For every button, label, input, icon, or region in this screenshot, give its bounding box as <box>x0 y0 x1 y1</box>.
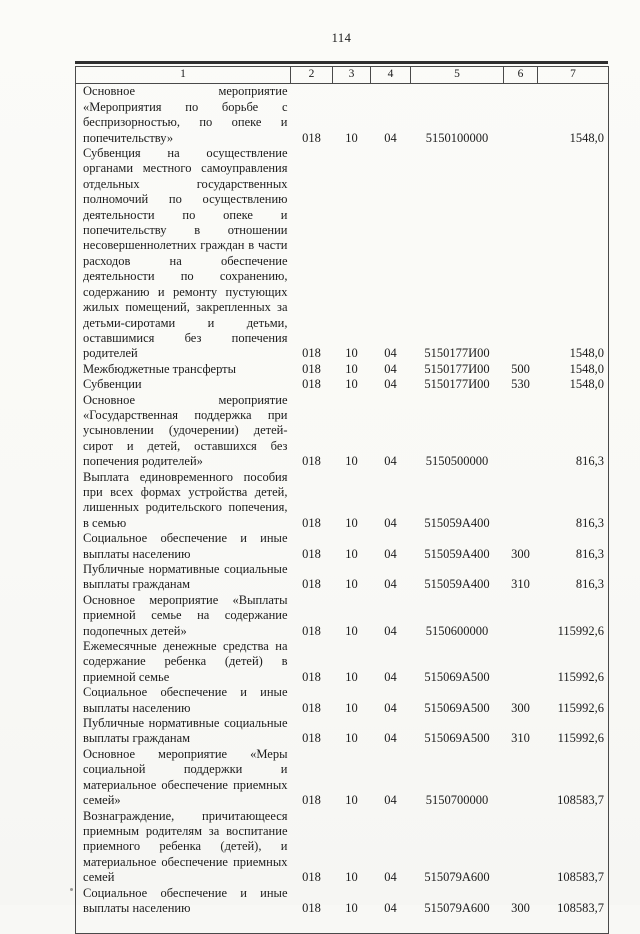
row-code-cell <box>504 146 538 362</box>
row-code-cell: 310 <box>511 577 530 592</box>
row-title-cell: Основное мероприятие «Меры социальной поддержки и материальное обеспечение приемных семей» <box>83 746 288 808</box>
row-code-cell: 515069А500 <box>424 731 490 746</box>
row-code-cell: 018 <box>302 454 321 469</box>
row-code-cell: 5150700000 <box>425 793 489 808</box>
column-header: 4 <box>371 67 411 84</box>
row-amount-cell: 115992,6 <box>557 700 604 715</box>
row-title-cell: Социальное обеспечение и иные выплаты населению <box>83 531 288 561</box>
row-code-cell: 10 <box>345 793 358 808</box>
row-code-cell <box>504 809 538 886</box>
row-title-cell: Вознаграждение, причитающееся приемным родителям за воспитание приемного ребенка (детей), и материальное обеспечение приемных семей <box>83 808 288 885</box>
row-code-cell: 10 <box>345 377 358 392</box>
row-code-cell: 530 <box>511 377 530 392</box>
row-code-cell: 018 <box>302 870 321 885</box>
row-code-cell: 10 <box>345 130 358 145</box>
row-code-cell: 515059А400 <box>424 577 490 592</box>
row-code-cell: 018 <box>302 793 321 808</box>
column-header: 6 <box>504 67 538 84</box>
row-code-cell: 10 <box>345 731 358 746</box>
row-code-cell: 10 <box>345 515 358 530</box>
row-code-cell: 018 <box>302 546 321 561</box>
row-code-cell: 04 <box>384 546 397 561</box>
row-code-cell: 018 <box>302 377 321 392</box>
row-amount-cell: 816,3 <box>575 546 604 561</box>
row-code-cell: 515069А500 <box>424 669 490 684</box>
table-row <box>76 377 609 392</box>
row-code-cell: 5150177И00 <box>424 361 490 376</box>
row-code-cell: 515069А500 <box>424 700 490 715</box>
table-body <box>76 84 609 934</box>
row-code-cell: 5150100000 <box>425 130 489 145</box>
row-title-cell: Социальное обеспечение и иные выплаты населению <box>83 685 288 715</box>
table-row <box>76 809 609 886</box>
row-code-cell <box>504 593 538 639</box>
row-code-cell: 018 <box>302 700 321 715</box>
row-amount-cell: 816,3 <box>575 577 604 592</box>
row-code-cell <box>504 470 538 532</box>
row-amount-cell: 1548,0 <box>569 377 604 392</box>
row-amount-cell: 108583,7 <box>557 870 604 885</box>
table-row <box>76 593 609 639</box>
row-code-cell: 515059А400 <box>424 515 490 530</box>
row-amount-cell: 1548,0 <box>569 361 604 376</box>
row-code-cell: 018 <box>302 515 321 530</box>
row-code-cell: 04 <box>384 130 397 145</box>
row-amount-cell: 108583,7 <box>557 793 604 808</box>
table-row <box>76 685 609 716</box>
row-amount-cell: 1548,0 <box>569 130 604 145</box>
row-code-cell: 04 <box>384 870 397 885</box>
row-amount-cell: 816,3 <box>575 454 604 469</box>
row-code-cell: 300 <box>511 900 530 915</box>
row-code-cell: 018 <box>302 346 321 361</box>
table-row <box>76 886 609 934</box>
table-row <box>76 639 609 685</box>
row-code-cell: 018 <box>302 361 321 376</box>
row-code-cell: 018 <box>302 731 321 746</box>
row-code-cell: 10 <box>345 577 358 592</box>
row-code-cell: 018 <box>302 577 321 592</box>
row-code-cell: 04 <box>384 361 397 376</box>
row-code-cell <box>504 747 538 809</box>
row-code-cell <box>504 84 538 146</box>
column-header: 3 <box>333 67 371 84</box>
row-code-cell: 10 <box>345 361 358 376</box>
row-code-cell: 018 <box>302 900 321 915</box>
row-amount-cell: 115992,6 <box>557 623 604 638</box>
row-amount-cell: 1548,0 <box>569 346 604 361</box>
column-header: 2 <box>291 67 333 84</box>
table-row <box>76 531 609 562</box>
row-title-cell: Основное мероприятие «Выплаты приемной семье на содержание подопечных детей» <box>83 592 288 638</box>
row-code-cell: 5150177И00 <box>424 346 490 361</box>
row-code-cell: 10 <box>345 346 358 361</box>
row-code-cell: 04 <box>384 577 397 592</box>
row-code-cell: 310 <box>511 731 530 746</box>
row-code-cell: 018 <box>302 130 321 145</box>
row-code-cell <box>504 393 538 470</box>
row-code-cell: 10 <box>345 546 358 561</box>
row-title-cell: Субвенция на осуществление органами местного самоуправления отдельных государственных полномочий по осуществлению деятельности по опеке и попечительству в отношении несовершеннолетних граждан в части расходов на обеспечение деятельности по сохранению, содержанию и ремонту пустующих жилых помещений, закрепленных за детьми-сиротами и детьми, оставшимися без попечения родителей <box>83 146 288 361</box>
budget-table-wrap <box>75 61 608 934</box>
row-code-cell: 10 <box>345 454 358 469</box>
row-code-cell: 5150177И00 <box>424 377 490 392</box>
row-title-cell: Выплата единовременного пособия при всех формах устройства детей, лишенных родительского попечения, в семью <box>83 469 288 530</box>
row-code-cell: 10 <box>345 669 358 684</box>
row-code-cell: 04 <box>384 900 397 915</box>
row-code-cell: 04 <box>384 731 397 746</box>
scan-artifact <box>70 888 73 891</box>
table-row <box>76 747 609 809</box>
row-code-cell: 04 <box>384 454 397 469</box>
row-code-cell: 04 <box>384 700 397 715</box>
row-code-cell: 10 <box>345 900 358 915</box>
row-code-cell: 018 <box>302 623 321 638</box>
row-title-cell: Субвенции <box>83 377 142 392</box>
page-number: 114 <box>331 31 352 45</box>
row-code-cell: 10 <box>345 870 358 885</box>
row-amount-cell: 115992,6 <box>557 731 604 746</box>
table-row <box>76 362 609 377</box>
row-code-cell: 515079А600 <box>424 870 490 885</box>
row-code-cell: 500 <box>511 361 530 376</box>
column-header: 7 <box>538 67 609 84</box>
row-code-cell: 04 <box>384 793 397 808</box>
row-title-cell: Публичные нормативные социальные выплаты гражданам <box>83 562 288 592</box>
table-row <box>76 716 609 747</box>
table-row <box>76 84 609 146</box>
row-code-cell: 10 <box>345 623 358 638</box>
row-amount-cell: 816,3 <box>575 515 604 530</box>
row-title-cell: Основное мероприятие «Государственная поддержка при усыновлении (удочерении) детей-сирот и детей, оставшихся без попечения родителей» <box>83 392 288 469</box>
row-code-cell: 5150500000 <box>425 454 489 469</box>
row-title-cell: Ежемесячные денежные средства на содержание ребенка (детей) в приемной семье <box>83 639 288 684</box>
column-header: 5 <box>411 67 504 84</box>
row-title-cell: Социальное обеспечение и иные выплаты населению <box>83 885 288 915</box>
table-row <box>76 562 609 593</box>
row-code-cell: 04 <box>384 346 397 361</box>
row-code-cell: 04 <box>384 377 397 392</box>
row-code-cell: 300 <box>511 546 530 561</box>
table-row <box>76 146 609 362</box>
row-title-cell: Основное мероприятие «Мероприятия по борьбе с беспризорностью, по опеке и попечительству» <box>83 84 288 145</box>
table-row <box>76 393 609 470</box>
row-code-cell: 515079А600 <box>424 900 490 915</box>
row-code-cell: 018 <box>302 669 321 684</box>
row-code-cell: 300 <box>511 700 530 715</box>
row-code-cell: 04 <box>384 623 397 638</box>
budget-table <box>75 66 609 934</box>
row-code-cell: 04 <box>384 515 397 530</box>
row-title-cell: Публичные нормативные социальные выплаты гражданам <box>83 716 288 746</box>
row-code-cell: 10 <box>345 700 358 715</box>
row-code-cell: 5150600000 <box>425 623 489 638</box>
row-code-cell <box>504 639 538 685</box>
column-header: 1 <box>76 67 291 84</box>
row-amount-cell: 115992,6 <box>557 669 604 684</box>
table-row <box>76 470 609 532</box>
row-code-cell: 515059А400 <box>424 546 490 561</box>
row-title-cell: Межбюджетные трансферты <box>83 361 237 376</box>
row-amount-cell: 108583,7 <box>557 900 604 915</box>
row-code-cell: 04 <box>384 669 397 684</box>
table-header-row <box>76 67 609 84</box>
